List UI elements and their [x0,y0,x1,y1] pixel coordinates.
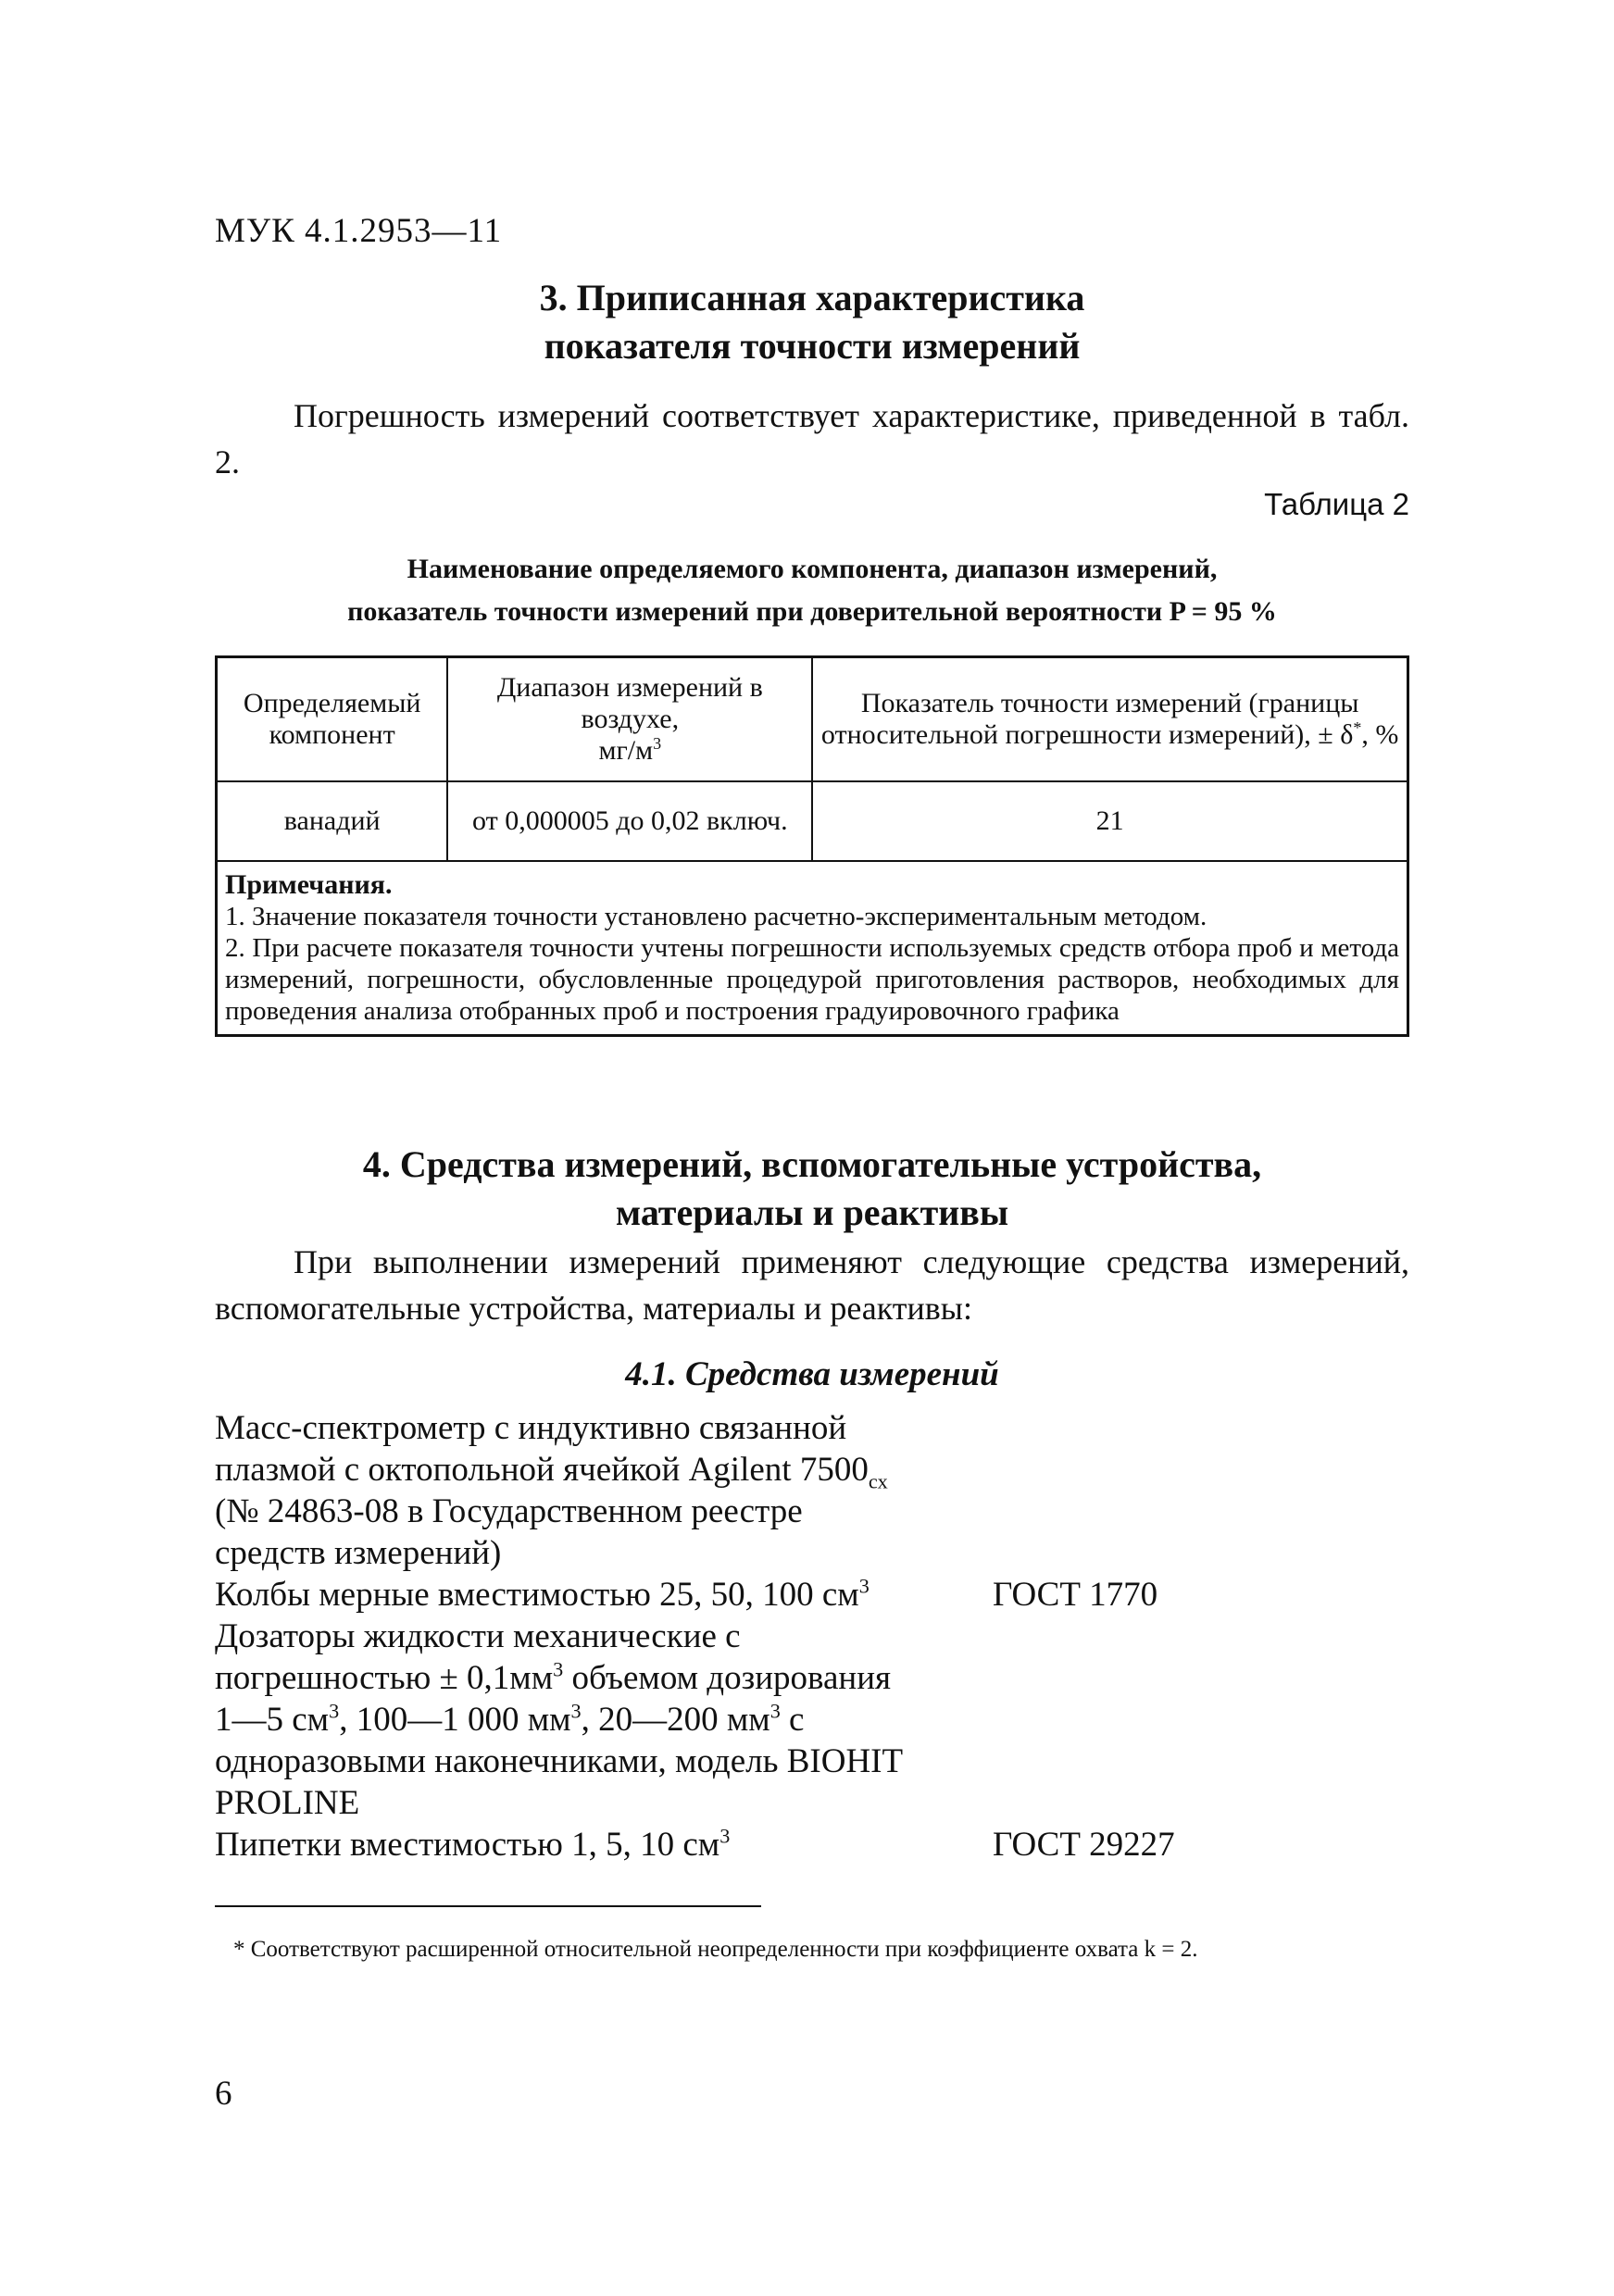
table-label: Таблица 2 [1264,487,1409,521]
list-item: Дозаторы жидкости механические с [215,1617,741,1655]
table-notes [217,861,1408,1036]
cell-accuracy: 21 [812,781,1408,861]
list-item: плазмой с октопольной ячейкой Agilent $7500_{cx}$ [215,1451,888,1493]
notes-title: Примечания. [225,868,393,900]
table-header-row [217,657,1408,781]
table-caption-line2: показатель точности измерений при доверительной вероятности P = 95 % [347,596,1277,627]
accuracy-table [215,655,1409,1037]
cell-component: ванадий [217,781,448,861]
table-notes-row [217,861,1408,1036]
section-3-title [215,274,1409,370]
section-4-text: При выполнении измерений применяют следующие средства измерений, вспомогательные устройства, материалы и реактивы: [215,1243,1409,1327]
list-item: (№ 24863-08 в Государственном реестре [215,1492,803,1530]
table-row [217,781,1408,861]
instrument-list [215,1407,1409,1866]
list-item: одноразовыми наконечниками, модель BIOHIT [215,1742,904,1780]
cell-range: от 0,000005 до 0,02 включ. [447,781,812,861]
gost-ref: ГОСТ 29227 [993,1826,1175,1864]
section-3-text: Погрешность измерений соответствует характеристике, приведенной в табл. 2. [215,397,1409,480]
list-item: Колбы мерные вместимостью 25, 50, 100 $см^3$ ГОСТ 1770 [215,1574,1158,1614]
section-4-title-line2: материалы и реактивы [615,1192,1009,1233]
list-item: средств измерений) [215,1534,502,1572]
gost-ref: ГОСТ 1770 [993,1576,1158,1614]
footnote-divider [215,1905,761,1907]
section-4-title-line1: 4. Средства измерений, вспомогательные устройства, [362,1143,1262,1185]
section-4-title [215,1141,1409,1237]
note-2: 2. При расчете показателя точности учтены погрешности используемых средств отбора проб и метода измерений, погрешности, обусловленные процедурой приготовления растворов, необходимых для проведения анализа отобранных проб и построения градуировочного графика [225,932,1399,1026]
list-item: Масс-спектрометр с индуктивно связанной [215,1409,847,1447]
table-caption [215,548,1409,633]
section-3-title-line1: 3. Приписанная характеристика [539,277,1085,318]
header-range: Диапазон измерений в воздухе, $мг/м^3$ [447,657,812,781]
document-code: МУК 4.1.2953—11 [215,212,503,250]
list-item: Пипетки вместимостью 1, 5, 10 $см^3$ ГОСТ 29227 [215,1824,1175,1864]
header-component: Определяемый компонент [217,657,448,781]
table-caption-line1: Наименование определяемого компонента, диапазон измерений, [407,554,1218,584]
note-1: 1. Значение показателя точности установлено расчетно-экспериментальным методом. [225,901,1207,931]
section-3-title-line2: показателя точности измерений [544,325,1081,367]
header-accuracy: Показатель точности измерений (границы относительной погрешности измерений), ± δ*, % [812,657,1408,781]
subsection-4-1-title: 4.1. Средства измерений [625,1355,999,1393]
list-item: погрешностью ± $0,1мм^3$ объемом дозирования [215,1657,892,1697]
list-item: 1—5 $см^3$, 100—1 000 $мм^3$, 20—200 $мм^3$ с [215,1699,805,1739]
list-item: PROLINE [215,1784,360,1822]
page-number: 6 [215,2075,232,2113]
footnote: * Соответствуют расширенной относительной неопределенности при коэффициенте охвата k = 2. [233,1937,1198,1962]
